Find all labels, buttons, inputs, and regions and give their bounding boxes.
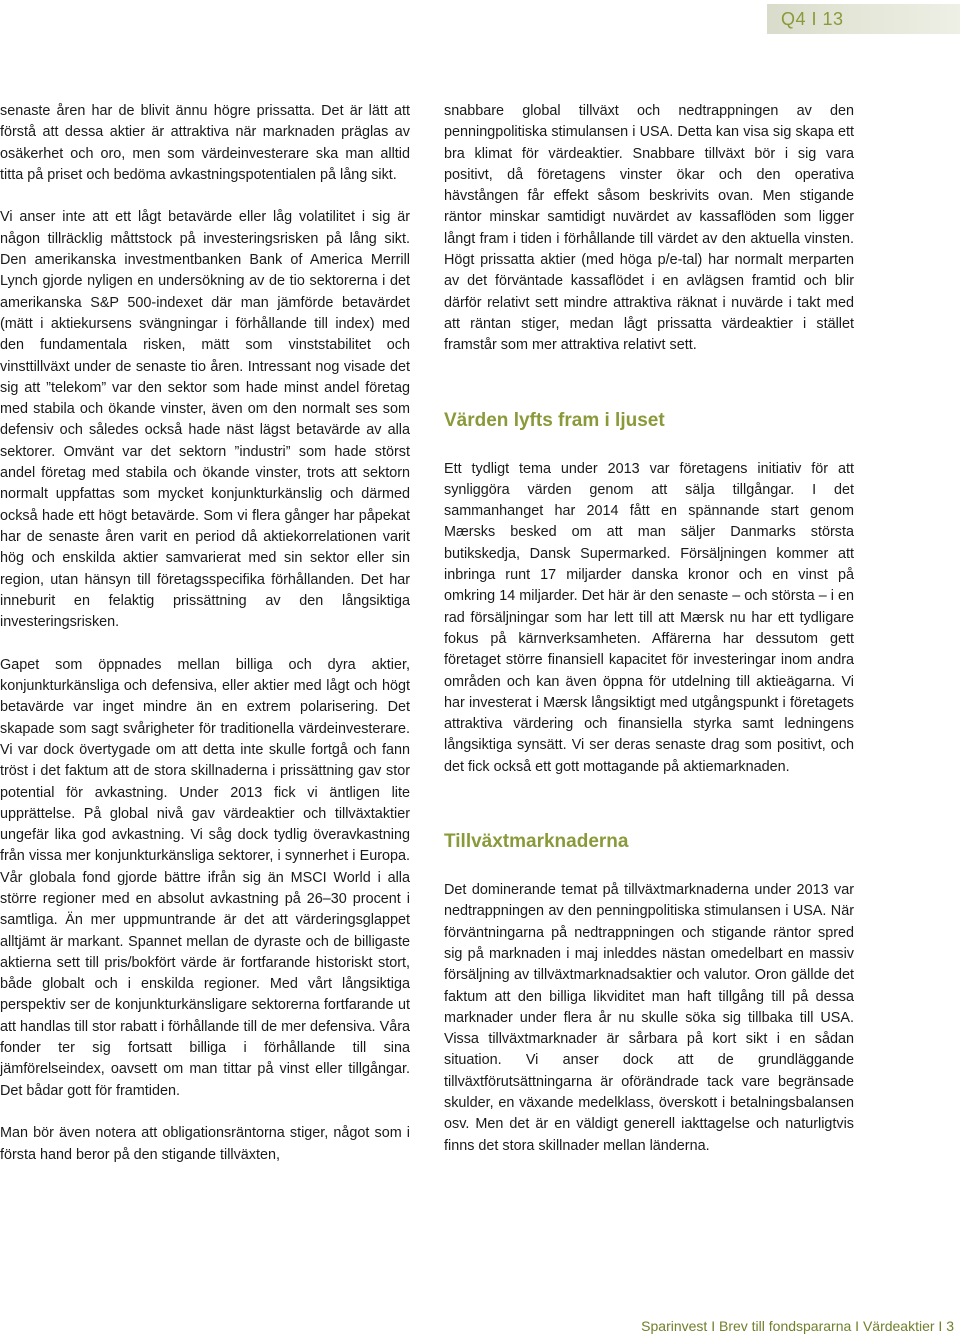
paragraph: snabbare global tillväxt och nedtrappningen av den penningpolitiska stimulansen i USA. Detta kan visa sig skapa ett bra klimat för värdeaktier. Snabbare tillväxt bör i sig vara positivt, då företagens vinster ökar och den operativa hävstången får effekt såsom beskrivits ovan. Men stigande räntor minskar samtidigt nuvärdet av kassaflöden som ligger långt fram i tiden i förhållande till värdet av den aktuella vinsten. Högt prissatta aktier (med höga p/e-tal) har normalt merparten av det förväntade kassaflödet i en avlägsen framtid och blir därför relativt sett mindre attraktiva räknat i nuvärde i takt med att räntan stiger, medan lågt prissatta värdeaktier i stället framstår som mer attraktiva relativt sett. — [444, 103, 854, 354]
paragraph: Vi anser inte att ett lågt betavärde eller låg volatilitet i sig är någon tillräcklig måttstock på investeringsrisken på lång sikt. Den amerikanska investmentbanken Bank of America Merrill Lynch gjorde nyligen en undersökning av de tio sektorerna i det amerikanska S&P 500-indexet där man jämförde betavärdet (mätt i aktiekursens svängningar i förhållande till index) med den fundamentala risken, mätt som vinststabilitet och vinsttillväxt under de senaste tio åren. Intressant nog visade det sig att ”telekom” var den sektor som hade minst andel företag med stabila och ökande vinster, även om den normalt ses som defensiv och således också hade näst lägst betavärde av alla sektorer. Omvänt var det sektorn ”industri” som hade störst andel företag med stabila och ökande vinster, trots att sektorn normalt uppfattas som mycket konjunkturkänslig och därmed också hade ett högt betavärde. Som vi flera gånger har påpekat har de senaste åren varit en period då aktiekorrelationen varit hög och enskilda aktier samvarierat med sin sektor eller sin region, utan hänsyn till företagsspecifika förhållanden. Det har inneburit en felaktig prissättning av den långsiktiga investeringsrisken. — [0, 209, 410, 631]
paragraph: Gapet som öppnades mellan billiga och dyra aktier, konjunkturkänsliga och defensiva, eller aktier med lågt och högt betavärde var inget mindre än en extrem polarisering. Det skapade som sagt svårigheter för traditionella värdeinvesterare. Vi var dock övertygade om att detta inte skulle fortgå och fann tröst i det faktum att de stora skillnaderna i prissättning gav stor potential för avkastning. Under 2013 fick vi äntligen lite upprättelse. På global nivå gav värdeaktier och tillväxtaktier ungefär lika god avkastning. Vi såg dock tydlig överavkastning från vissa mer konjunkturkänsliga sektorer, i synnerhet i Europa. Vår globala fond gjorde bättre ifrån sig än MSCI World i alla större regioner med en absolut avkastning på 26–30 procent i samtliga. Än mer uppmuntrande är det att värderingsglappet alltjämt är markant. Spannet mellan de dyraste och de billigaste aktierna sett till pris/bokfört värde är fortfarande historiskt stort, både globalt och i enskilda regioner. Med vårt långsiktiga perspektiv ser de konjunkturkänsligare sektorerna fortfarande ut att handlas till stor rabatt i förhållande till de mer defensiva. Våra fonder ter sig fortsatt billiga i förhållande till sina jämförelseindex, oavsett om man tittar på vinst eller tillgångar. Det bådar gott för framtiden. — [0, 656, 410, 1099]
page-footer: Sparinvest I Brev till fondspararna I Värdeaktier I 3 — [641, 1318, 954, 1334]
paragraph: Ett tydligt tema under 2013 var företagens initiativ för att synliggöra värden genom att sälja tillgångar. I det sammanhanget har 2014 fått en spännande start genom Mærsks besked om att man säljer Danmarks största butikskedja, Dansk Supermarked. Försäljningen kommer att inbringa runt 17 miljarder danska kronor och en vinst på omkring 14 miljarder. Det här är den senaste – och största – i en rad försäljningar som har lett till att Mærsk nu har ett tydligare fokus på kärnverksamheten. Affärerna har dessutom gett företaget större finansiell kapacitet för investeringar inom andra områden och kan även öppna för utdelning till aktieägarna. Vi har investerat i Mærsk långsiktigt med utgångspunkt i företagets attraktiva värdering och finansiella styrka samt ledningens långsiktiga synsätt. Vi ser deras senaste drag som positivt, och det fick också ett gott mottagande på aktiemarknaden. — [444, 460, 854, 775]
right-text-column — [444, 101, 854, 1157]
paragraph: senaste åren har de blivit ännu högre prissatta. Det är lätt att förstå att dessa aktier är attraktiva när marknaden präglas av osäkerhet och oro, men som värdeinvesterare ska man alltid titta på priset och bedöma avkastningspotentialen på lång sikt. — [0, 103, 410, 183]
page-section-label: Q4 I 13 — [781, 8, 844, 29]
left-text-column — [0, 101, 410, 1166]
section-heading: Tillväxtmarknaderna — [444, 831, 629, 853]
paragraph: Det dominerande temat på tillväxtmarknaderna under 2013 var nedtrappningen av den penningpolitiska stimulansen i USA. När förväntningarna på nedtrappningen och stigande räntor spred sig på marknaden i maj inleddes nästan omedelbart en massiv försäljning av tillväxtmarknadsaktier och valutor. Oron gällde det faktum att den billiga likviditet man haft tillgång till på dessa marknader under flera år nu skulle söka sig tillbaka till USA. Vissa tillväxtmarknader är sårbara på kort sikt i en sådan situation. Vi anser dock att de grundläggande tillväxtförutsättningarna är oförändrade tack vare begränsade skulder, en växande medelklass, överskott i betalningsbalansen osv. Men det är en väldigt generell iakttagelse och naturligtvis finns det stora skillnader mellan länderna. — [444, 882, 854, 1154]
page-section-tag — [767, 4, 960, 34]
paragraph: Man bör även notera att obligationsräntorna stiger, något som i första hand beror på den stigande tillväxten, — [0, 1125, 410, 1163]
section-heading: Värden lyfts fram i ljuset — [444, 409, 665, 431]
